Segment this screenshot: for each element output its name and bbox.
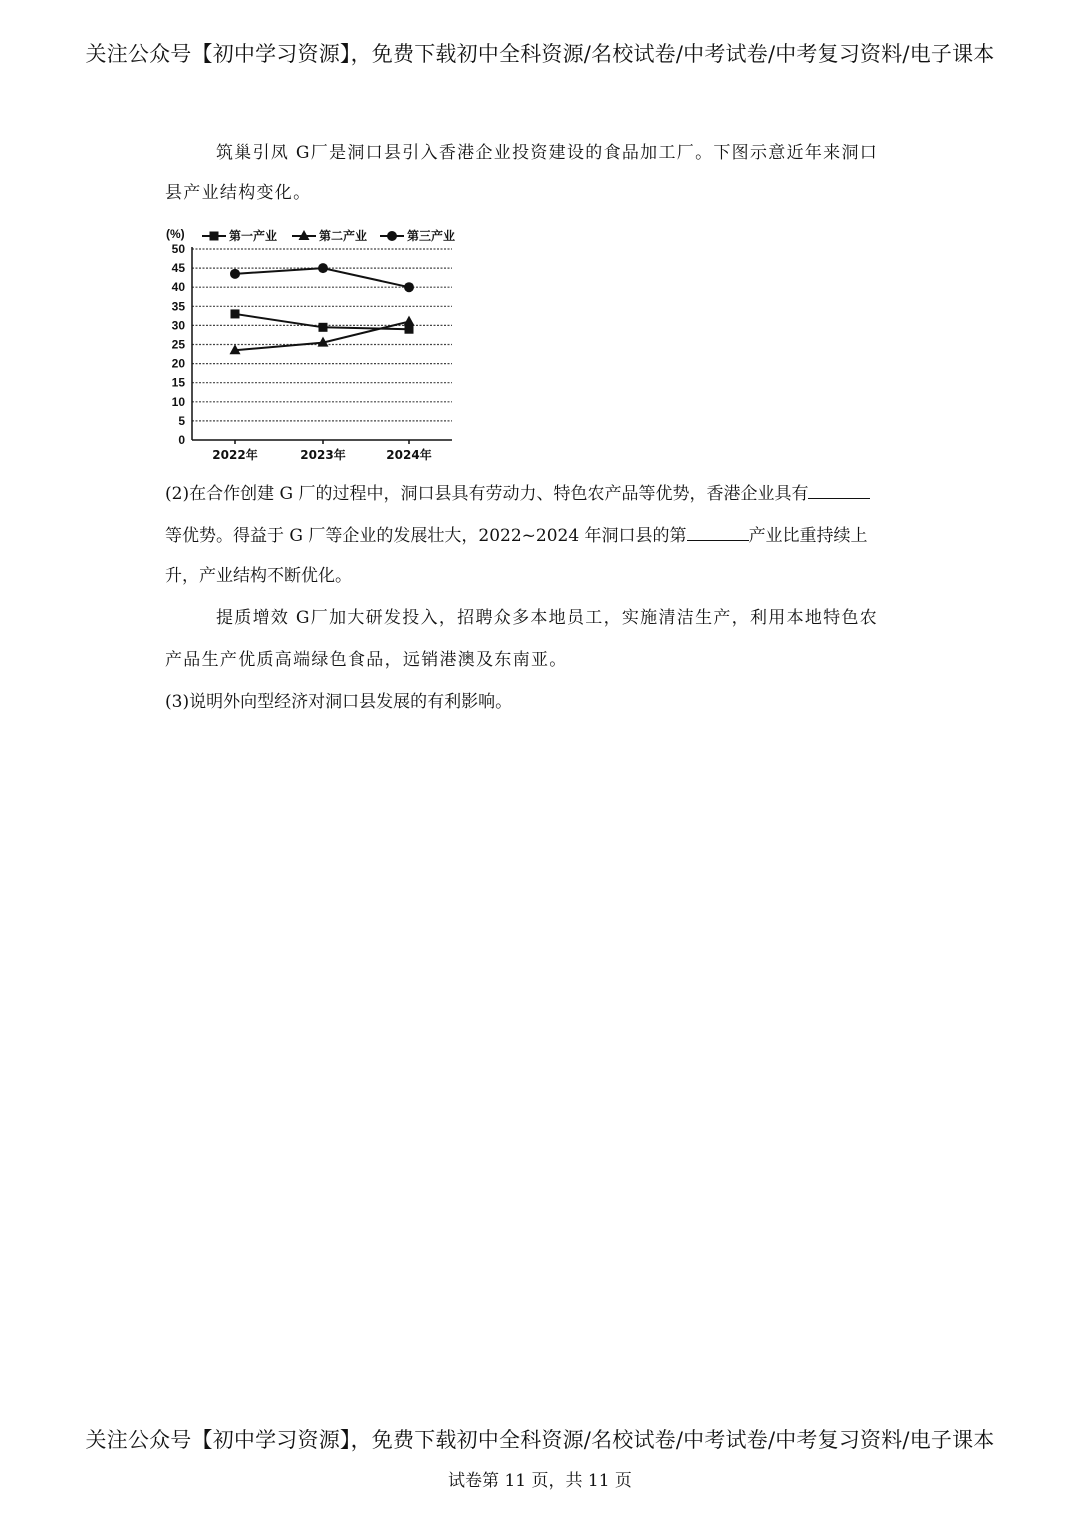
y-tick-label: 50 bbox=[171, 242, 185, 256]
footer-banner: 关注公众号【初中学习资源】，免费下载初中全科资源/名校试卷/中考试卷/中考复习资料/电子课本 bbox=[85, 1428, 995, 1452]
question-2-text-c: 产业比重持续上 bbox=[748, 526, 868, 546]
data-point-square bbox=[319, 323, 328, 332]
question-3: (3)说明外向型经济对洞口县发展的有利影响。 bbox=[165, 692, 513, 712]
chart-series bbox=[230, 263, 415, 354]
data-point-square bbox=[231, 309, 240, 318]
question-2-line-1 bbox=[165, 484, 925, 503]
question-2-text-b: 等优势。得益于 G 厂等企业的发展壮大，2022~2024 年洞口县的第 bbox=[165, 526, 687, 546]
answer-blank-2[interactable] bbox=[687, 526, 749, 541]
data-point-circle bbox=[404, 282, 414, 292]
data-point-circle bbox=[230, 269, 240, 279]
data-point-circle bbox=[318, 263, 328, 273]
chart-x-tick-labels bbox=[212, 440, 431, 462]
legend-label: 第一产业 bbox=[229, 229, 278, 243]
intro-line-1: 筑巢引凤 G厂是洞口县引入香港企业投资建设的食品加工厂。下图示意近年来洞口 bbox=[216, 143, 879, 163]
series-3 bbox=[230, 263, 414, 292]
header-banner: 关注公众号【初中学习资源】，免费下载初中全科资源/名校试卷/中考试卷/中考复习资料/电子课本 bbox=[85, 42, 995, 66]
y-tick-label: 30 bbox=[171, 318, 185, 333]
y-tick-label: 15 bbox=[171, 375, 185, 390]
legend-item bbox=[202, 228, 277, 243]
x-tick-label: 2024年 bbox=[386, 448, 432, 462]
legend-label: 第三产业 bbox=[407, 229, 456, 243]
y-tick-label: 0 bbox=[178, 433, 185, 447]
question-2-line-2 bbox=[165, 526, 925, 545]
page-number: 试卷第 11 页，共 11 页 bbox=[448, 1471, 632, 1491]
paragraph-2-line-1: 提质增效 G厂加大研发投入，招聘众多本地员工，实施清洁生产，利用本地特色农 bbox=[216, 608, 879, 628]
answer-blank-1[interactable] bbox=[808, 484, 870, 499]
y-tick-label: 25 bbox=[171, 337, 185, 352]
series-1 bbox=[231, 309, 414, 333]
chart-legend bbox=[202, 228, 455, 243]
y-tick-label: 10 bbox=[171, 394, 185, 409]
data-point-triangle bbox=[404, 316, 415, 326]
legend-label: 第二产业 bbox=[319, 229, 368, 243]
question-2-line-3: 升，产业结构不断优化。 bbox=[165, 566, 352, 586]
legend-item bbox=[292, 228, 367, 243]
chart-y-tick-labels bbox=[172, 242, 186, 447]
x-tick-label: 2023年 bbox=[300, 448, 346, 462]
y-tick-label: 45 bbox=[171, 261, 185, 276]
y-tick-label: 5 bbox=[178, 413, 185, 428]
series-2 bbox=[230, 316, 415, 355]
question-2-text-a: (2)在合作创建 G 厂的过程中，洞口县具有劳动力、特色农产品等优势，香港企业具有 bbox=[165, 484, 809, 504]
data-point-square bbox=[210, 232, 219, 241]
industry-structure-chart bbox=[160, 222, 460, 467]
x-tick-label: 2022年 bbox=[212, 448, 258, 462]
y-tick-label: 40 bbox=[171, 280, 185, 295]
chart-unit-label: (%) bbox=[166, 227, 185, 241]
intro-line-2: 县产业结构变化。 bbox=[165, 183, 312, 203]
y-tick-label: 20 bbox=[171, 356, 185, 371]
legend-item bbox=[380, 228, 455, 243]
y-tick-label: 35 bbox=[171, 299, 185, 314]
paragraph-2-line-2: 产品生产优质高端绿色食品，远销港澳及东南亚。 bbox=[165, 650, 568, 670]
data-point-square bbox=[405, 325, 414, 334]
data-point-circle bbox=[387, 231, 397, 241]
